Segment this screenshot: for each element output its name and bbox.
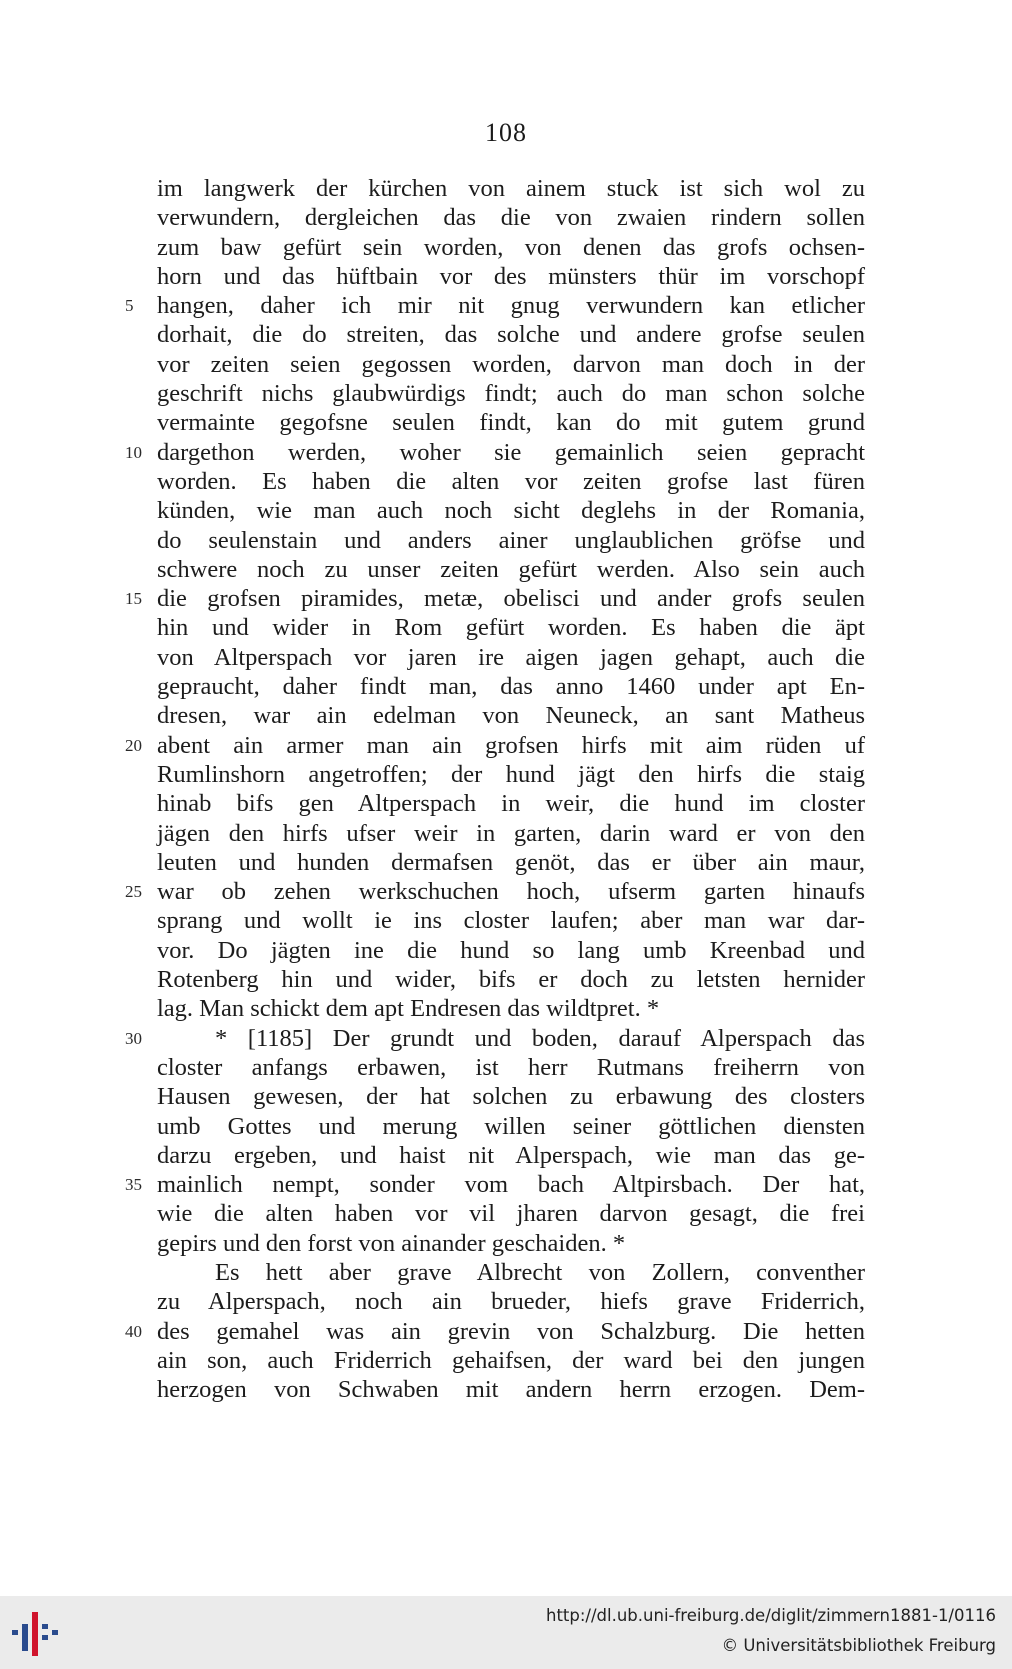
footer-bar bbox=[0, 1596, 1012, 1669]
line-text: war ob zehen werkschuchen hoch, ufserm garten hinaufs bbox=[157, 878, 865, 906]
text-line bbox=[157, 262, 865, 291]
line-text: des gemahel was ain grevin von Schalzburg. Die hetten bbox=[157, 1317, 865, 1345]
line-text: abent ain armer man ain grofsen hirfs mit aim rüden uf bbox=[157, 731, 865, 759]
line-text: gepirs und den forst von ainander geschaiden. * bbox=[157, 1229, 626, 1257]
text-line bbox=[157, 467, 865, 496]
line-text: dargethon werden, woher sie gemainlich seien gepracht bbox=[157, 438, 865, 466]
copyright-notice: © Universitätsbibliothek Freiburg bbox=[721, 1636, 996, 1655]
line-text: horn und das hüftbain vor des münsters thür im vorschopf bbox=[157, 262, 865, 290]
line-text: Es hett aber grave Albrecht von Zollern, conventher bbox=[215, 1258, 865, 1286]
line-text: zum baw gefürt sein worden, von denen das grofs ochsen- bbox=[157, 233, 865, 261]
text-line bbox=[157, 1199, 865, 1228]
text-line bbox=[125, 1024, 865, 1053]
text-line bbox=[157, 1346, 865, 1375]
line-text: gepraucht, daher findt man, das anno 1460 under apt En- bbox=[157, 673, 865, 701]
text-line bbox=[157, 379, 865, 408]
line-number: 40 bbox=[125, 1321, 142, 1341]
line-text: wie die alten haben vor vil jharen darvon gesagt, die frei bbox=[157, 1200, 865, 1228]
line-number: 30 bbox=[125, 1028, 142, 1048]
text-line bbox=[125, 1170, 865, 1199]
text-block bbox=[125, 174, 865, 1404]
text-line bbox=[157, 672, 865, 701]
text-line bbox=[157, 1112, 865, 1141]
line-text: closter anfangs erbawen, ist herr Rutmans freiherrn von bbox=[157, 1053, 865, 1081]
text-line bbox=[157, 994, 865, 1023]
text-line bbox=[157, 936, 865, 965]
line-text: mainlich nempt, sonder vom bach Altpirsbach. Der hat, bbox=[157, 1171, 865, 1199]
text-line bbox=[157, 848, 865, 877]
line-text: vor. Do jägten ine die hund so lang umb Kreenbad und bbox=[157, 936, 865, 964]
text-line bbox=[157, 408, 865, 437]
text-line bbox=[157, 1229, 865, 1258]
text-line bbox=[157, 819, 865, 848]
text-line bbox=[157, 1141, 865, 1170]
text-line bbox=[157, 555, 865, 584]
text-line bbox=[125, 1317, 865, 1346]
line-number: 35 bbox=[125, 1175, 142, 1195]
line-text: Hausen gewesen, der hat solchen zu erbawung des closters bbox=[157, 1083, 865, 1111]
text-line bbox=[157, 1258, 865, 1287]
text-line bbox=[157, 789, 865, 818]
line-text: darzu ergeben, und haist nit Alperspach, wie man das ge- bbox=[157, 1141, 865, 1169]
text-line bbox=[125, 584, 865, 613]
line-text: Rumlinshorn angetroffen; der hund jägt den hirfs die staig bbox=[157, 760, 865, 788]
text-line bbox=[157, 906, 865, 935]
text-line bbox=[157, 643, 865, 672]
text-line bbox=[157, 203, 865, 232]
line-text: dorhait, die do streiten, das solche und andere grofse seulen bbox=[157, 321, 865, 349]
line-text: von Altperspach vor jaren ire aigen jagen gehapt, auch die bbox=[157, 643, 865, 671]
text-line bbox=[157, 526, 865, 555]
line-text: sprang und wollt ie ins closter laufen; aber man war dar- bbox=[157, 907, 865, 935]
text-line bbox=[157, 1375, 865, 1404]
text-line bbox=[125, 877, 865, 906]
line-text: Rotenberg hin und wider, bifs er doch zu letsten hernider bbox=[157, 966, 865, 994]
line-text: ain son, auch Friderrich gehaifsen, der ward bei den jungen bbox=[157, 1346, 865, 1374]
page-number: 108 bbox=[485, 118, 527, 147]
line-number: 15 bbox=[125, 589, 142, 609]
line-text: schwere noch zu unser zeiten gefürt werden. Also sein auch bbox=[157, 555, 865, 583]
text-line bbox=[157, 701, 865, 730]
line-number: 20 bbox=[125, 735, 142, 755]
line-text: die grofsen piramides, metæ, obelisci und ander grofs seulen bbox=[157, 585, 865, 613]
text-line bbox=[157, 350, 865, 379]
line-text: herzogen von Schwaben mit andern herrn erzogen. Dem- bbox=[157, 1376, 865, 1404]
text-line bbox=[157, 320, 865, 349]
line-text: lag. Man schickt dem apt Endresen das wildtpret. * bbox=[157, 995, 660, 1023]
text-line bbox=[157, 613, 865, 642]
line-text: vermainte gegofsne seulen findt, kan do mit gutem grund bbox=[157, 409, 865, 437]
text-line bbox=[125, 438, 865, 467]
text-line bbox=[157, 1287, 865, 1316]
text-line bbox=[157, 965, 865, 994]
line-number: 25 bbox=[125, 882, 142, 902]
text-line bbox=[157, 233, 865, 262]
text-line bbox=[157, 496, 865, 525]
line-text: leuten und hunden dermafsen genöt, das er über ain maur, bbox=[157, 848, 865, 876]
line-text: hangen, daher ich mir nit gnug verwundern kan etlicher bbox=[157, 292, 865, 320]
text-line bbox=[157, 760, 865, 789]
line-text: verwundern, dergleichen das die von zwaien rindern sollen bbox=[157, 204, 865, 232]
ub-freiburg-logo-icon bbox=[10, 1608, 62, 1660]
text-line bbox=[157, 174, 865, 203]
line-text: hinab bifs gen Altperspach in weir, die hund im closter bbox=[157, 790, 865, 818]
line-text: zu Alperspach, noch ain brueder, hiefs grave Friderrich, bbox=[157, 1288, 865, 1316]
text-line bbox=[157, 1082, 865, 1111]
line-text: künden, wie man auch noch sicht deglehs in der Romania, bbox=[157, 497, 865, 525]
text-line bbox=[125, 291, 865, 320]
text-line bbox=[125, 731, 865, 760]
line-text: jägen den hirfs ufser weir in garten, darin ward er von den bbox=[157, 819, 865, 847]
line-text: worden. Es haben die alten vor zeiten grofse last füren bbox=[157, 467, 865, 495]
line-number: 10 bbox=[125, 442, 142, 462]
line-text: umb Gottes und merung willen seiner göttlichen diensten bbox=[157, 1112, 865, 1140]
line-text: im langwerk der kürchen von ainem stuck ist sich wol zu bbox=[157, 175, 865, 202]
line-text: do seulenstain und anders ainer unglaublichen gröfse und bbox=[157, 526, 865, 554]
line-number: 5 bbox=[125, 296, 134, 316]
source-url-link[interactable]: http://dl.ub.uni-freiburg.de/diglit/zimmern1881-1/0116 bbox=[546, 1606, 996, 1625]
line-text: geschrift nichs glaubwürdigs findt; auch do man schon solche bbox=[157, 380, 865, 408]
text-line bbox=[157, 1053, 865, 1082]
line-text: * [1185] Der grundt und boden, darauf Alperspach das bbox=[215, 1024, 865, 1052]
line-text: hin und wider in Rom gefürt worden. Es haben die äpt bbox=[157, 614, 865, 642]
line-text: dresen, war ain edelman von Neuneck, an sant Matheus bbox=[157, 702, 865, 730]
line-text: vor zeiten seien gegossen worden, darvon man doch in der bbox=[157, 350, 865, 378]
